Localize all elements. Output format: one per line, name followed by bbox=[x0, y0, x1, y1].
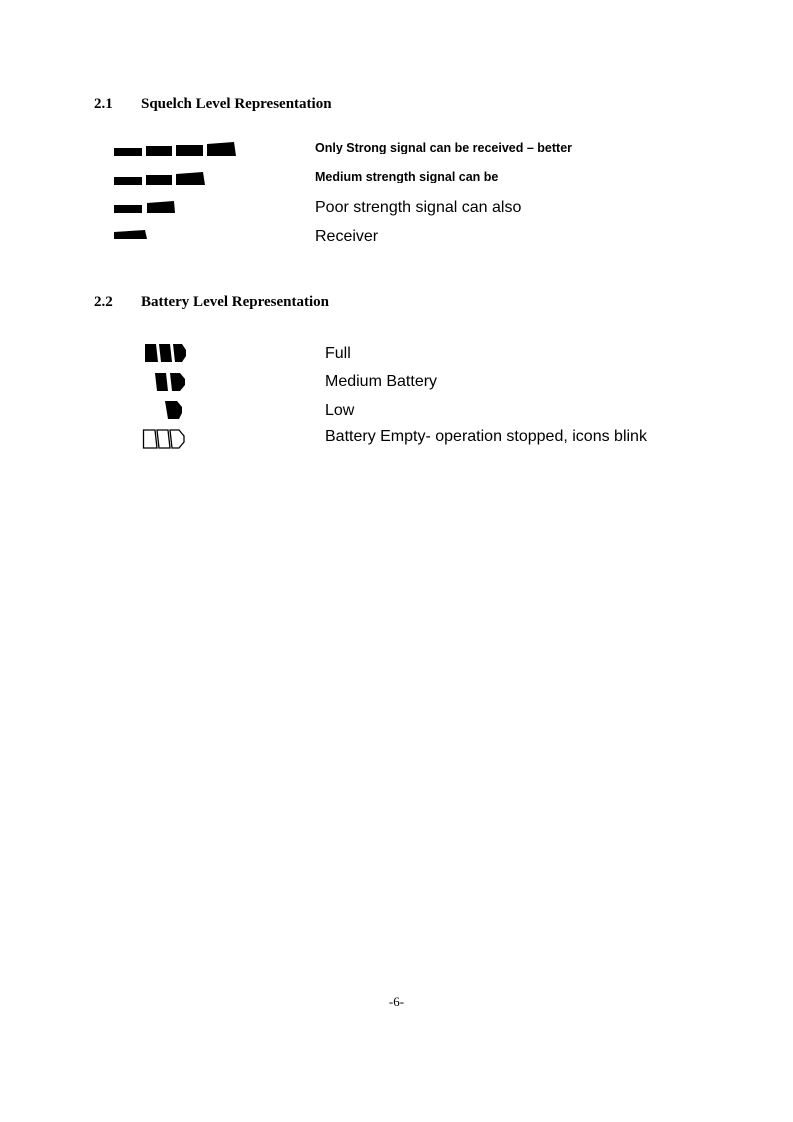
squelch-3-bars-icon bbox=[114, 171, 208, 187]
section-heading-battery bbox=[94, 294, 329, 311]
battery-row-1-text: Full bbox=[325, 345, 351, 362]
squelch-row-2-text: Medium strength signal can be bbox=[315, 171, 499, 183]
squelch-row-1-text: Only Strong signal can be received – better bbox=[315, 142, 573, 154]
battery-full-icon bbox=[144, 343, 188, 363]
section-title: Battery Level Representation bbox=[141, 294, 330, 310]
battery-row-3-text: Low bbox=[325, 402, 355, 419]
battery-empty-icon bbox=[142, 428, 188, 450]
battery-row-4-text: Battery Empty- operation stopped, icons blink bbox=[325, 428, 647, 445]
squelch-1-bar-icon bbox=[114, 227, 150, 241]
section-title: Squelch Level Representation bbox=[141, 96, 332, 112]
squelch-2-bars-icon bbox=[114, 199, 178, 215]
squelch-row-4-text: Receiver bbox=[315, 228, 379, 245]
page-number: -6- bbox=[388, 994, 405, 1009]
section-number: 2.1 bbox=[94, 96, 113, 112]
battery-row-2-text: Medium Battery bbox=[325, 373, 438, 390]
battery-low-icon bbox=[144, 400, 188, 420]
battery-medium-icon bbox=[144, 372, 188, 392]
squelch-4-bars-icon bbox=[114, 142, 238, 158]
section-number: 2.2 bbox=[94, 294, 113, 310]
squelch-row-3-text: Poor strength signal can also bbox=[315, 199, 522, 216]
section-heading-squelch bbox=[94, 96, 332, 113]
